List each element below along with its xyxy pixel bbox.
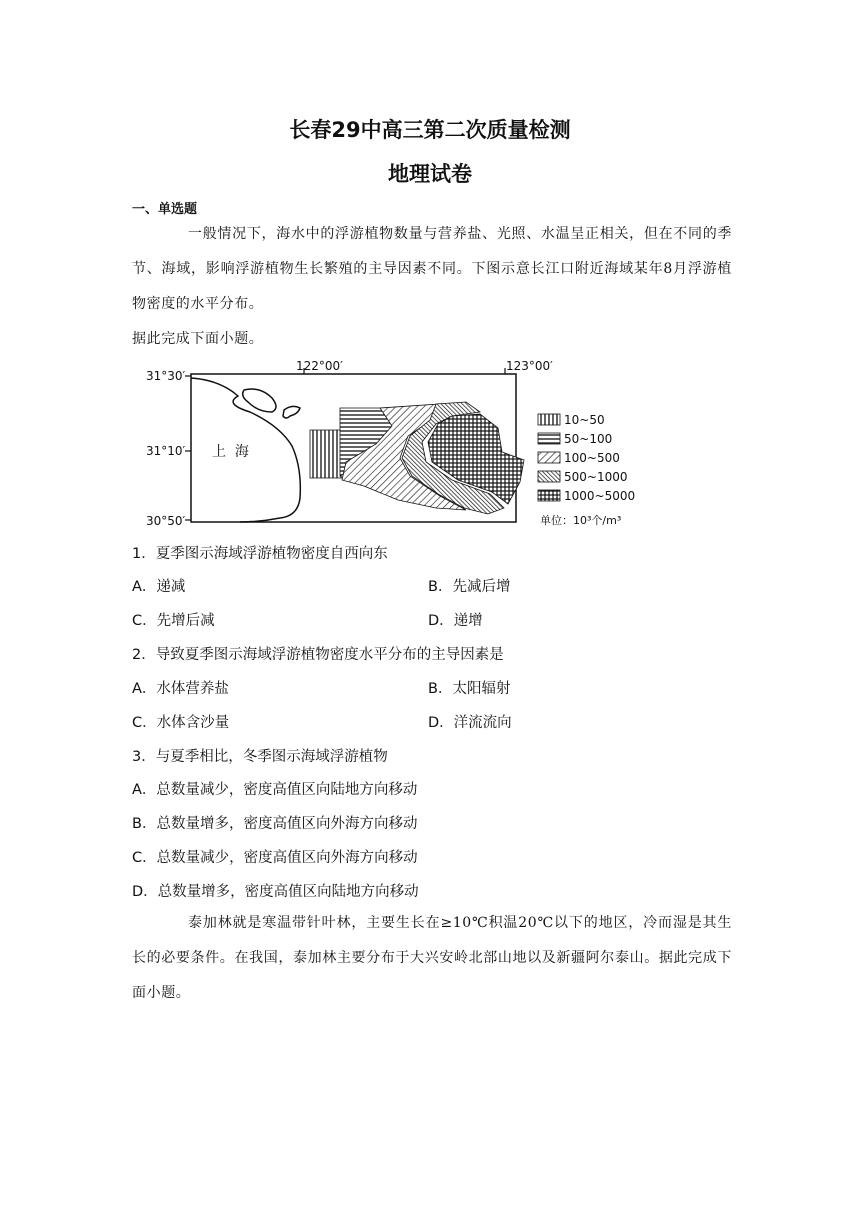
question-2-stem: 2．导致夏季图示海域浮游植物密度水平分布的主导因素是 — [132, 647, 504, 663]
legend-unit: 单位：10³个/m³ — [540, 514, 622, 527]
passage-one: 一般情况下，海水中的浮游植物数量与营养盐、光照、水温呈正相关，但在不同的季节、海域，影响浮游植物生长繁殖的主导因素不同。下图示意长江口附近海域某年8月浮游植物密度的水平分布。 — [132, 226, 732, 312]
section-heading: 一、单选题 — [132, 202, 198, 217]
question-1-option-c[interactable]: C．先增后减 — [132, 613, 215, 629]
question-1-option-d[interactable]: D．递增 — [428, 613, 483, 629]
question-3-option-b[interactable]: B．总数量增多，密度高值区向外海方向移动 — [132, 816, 418, 832]
lat-label-3130: 31°30′ — [146, 369, 186, 383]
lat-label-3110: 31°10′ — [146, 444, 186, 458]
question-3-option-a[interactable]: A．总数量减少，密度高值区向陆地方向移动 — [132, 782, 418, 798]
question-3-stem: 3．与夏季相比，冬季图示海域浮游植物 — [132, 749, 388, 765]
legend-label-4: 500~1000 — [564, 470, 628, 484]
question-2-option-d[interactable]: D．洋流流向 — [428, 715, 512, 731]
question-1-stem: 1．夏季图示海域浮游植物密度自西向东 — [132, 546, 388, 562]
question-2-option-b[interactable]: B．太阳辐射 — [428, 681, 511, 697]
legend-label-1: 10~50 — [564, 413, 605, 427]
page-subtitle: 地理试卷 — [388, 162, 472, 186]
legend-label-2: 50~100 — [564, 432, 613, 446]
question-3-option-d[interactable]: D．总数量增多，密度高值区向陆地方向移动 — [132, 884, 419, 900]
question-2-option-a[interactable]: A．水体营养盐 — [132, 681, 229, 697]
question-3-option-c[interactable]: C．总数量减少，密度高值区向外海方向移动 — [132, 850, 418, 866]
passage-two: 泰加林就是寒温带针叶林，主要生长在≥10℃积温20℃以下的地区，冷而湿是其生长的必要条件。在我国，泰加林主要分布于大兴安岭北部山地以及新疆阿尔泰山。据此完成下面小题。 — [132, 915, 732, 1001]
map-legend — [538, 413, 635, 527]
passage-one-instruction: 据此完成下面小题。 — [132, 331, 264, 347]
legend-label-5: 1000~5000 — [564, 489, 636, 503]
page-title: 长春29中高三第二次质量检测 — [289, 118, 571, 142]
question-2-option-c[interactable]: C．水体含沙量 — [132, 715, 230, 731]
shanghai-label: 上 海 — [212, 444, 249, 460]
legend-label-3: 100~500 — [564, 451, 620, 465]
question-1-option-a[interactable]: A．递减 — [132, 579, 186, 595]
lon-label-122: 122°00′ — [296, 359, 343, 373]
lon-label-123: 123°00′ — [506, 359, 553, 373]
plankton-density-map — [140, 358, 680, 530]
question-1-option-b[interactable]: B．先减后增 — [428, 579, 511, 595]
lat-label-3050: 30°50′ — [146, 514, 186, 528]
